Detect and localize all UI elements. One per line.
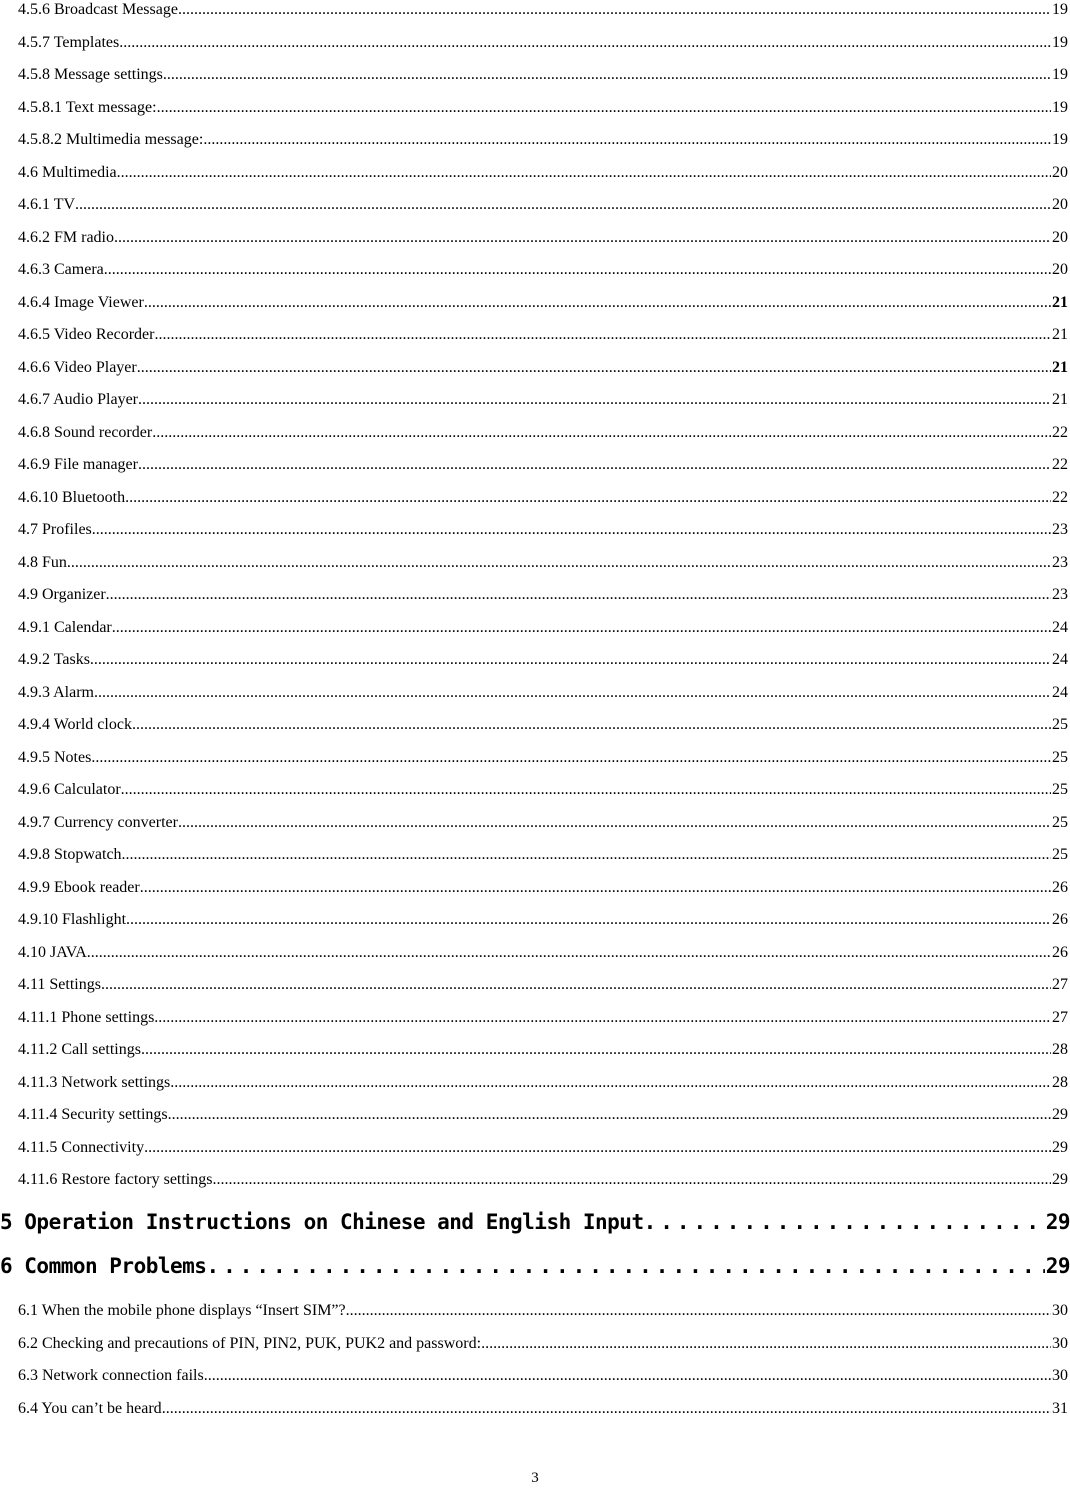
toc-entry-page-number: 25 (1052, 846, 1068, 863)
toc-entry-page-number: 25 (1052, 748, 1068, 766)
toc-entry-label: 4.8 Fun (18, 553, 67, 571)
toc-dot-leader (141, 1039, 1051, 1061)
toc-entry-label: 4.5.7 Templates (18, 33, 120, 51)
toc-dot-leader (94, 682, 1051, 704)
toc-entry-label: 4.11.5 Connectivity (18, 1138, 145, 1156)
toc-entry-page-number: 29 (1052, 1106, 1068, 1123)
toc-entry-label: 4.9.1 Calendar (18, 618, 112, 636)
page-number: 3 (531, 1470, 539, 1486)
toc-dot-leader (126, 909, 1051, 931)
toc-entry-label: 4.11.6 Restore factory settings (18, 1171, 213, 1188)
toc-entry[interactable] (18, 422, 1068, 444)
toc-entry-page-number: 27 (1052, 976, 1068, 993)
toc-entry-page-number: 27 (1052, 1008, 1068, 1026)
toc-dot-leader (119, 32, 1051, 54)
toc-entry-label: 4.9.10 Flashlight (18, 911, 127, 928)
toc-entry[interactable] (18, 162, 1068, 184)
toc-entry-label: 4.9.8 Stopwatch (18, 846, 122, 863)
toc-entry[interactable] (18, 129, 1068, 151)
toc-entry[interactable] (18, 292, 1068, 314)
toc-entry-label: 4.9.5 Notes (18, 748, 92, 766)
toc-entry-label: 4.6.6 Video Player (18, 358, 137, 376)
toc-entry-label: 4.9.4 World clock (18, 716, 132, 733)
toc-entry-page-number: 23 (1052, 553, 1068, 571)
toc-entry-page-number: 19 (1052, 131, 1068, 148)
toc-dot-leader (144, 292, 1051, 314)
toc-entry[interactable] (18, 812, 1068, 834)
toc-entry-label: 4.5.8.1 Text message: (18, 98, 157, 116)
toc-dot-leader (122, 844, 1051, 866)
toc-entry[interactable] (18, 1104, 1068, 1126)
toc-entry-label: 4.9.9 Ebook reader (18, 878, 140, 896)
toc-entry-page-number: 20 (1052, 261, 1068, 278)
toc-dot-leader (140, 877, 1051, 899)
toc-dot-leader (170, 1072, 1051, 1094)
toc-dot-leader (138, 454, 1051, 476)
toc-entry-label: 4.11.4 Security settings (18, 1106, 168, 1123)
toc-entry-page-number: 28 (1052, 1041, 1068, 1058)
toc-entry[interactable] (18, 747, 1068, 769)
toc-entry-label: 5 Operation Instructions on Chinese and English Input (0, 1210, 644, 1234)
toc-entry-page-number: 26 (1052, 911, 1068, 928)
toc-entry-label: 4.5.8.2 Multimedia message: (18, 131, 204, 148)
toc-entry-page-number: 20 (1052, 228, 1068, 246)
toc-dot-leader (144, 1137, 1051, 1159)
toc-dot-leader (87, 942, 1051, 964)
toc-entry-page-number: 19 (1052, 33, 1068, 51)
toc-entry[interactable] (18, 389, 1068, 411)
toc-entry-page-number: 21 (1052, 293, 1068, 311)
toc-entry[interactable] (18, 97, 1068, 119)
toc-dot-leader (137, 357, 1051, 379)
toc-entry-page-number: 21 (1052, 326, 1068, 343)
toc-entry[interactable] (18, 1039, 1068, 1061)
toc-entry-page-number: 29 (1052, 1171, 1068, 1188)
toc-entry-page-number: 26 (1052, 878, 1068, 896)
toc-entry-label: 6.1 When the mobile phone displays “Insert SIM”? (18, 1302, 346, 1319)
toc-dot-leader (117, 162, 1051, 184)
toc-entry-label: 4.9.7 Currency converter (18, 813, 178, 831)
toc-entry-page-number: 24 (1052, 651, 1068, 668)
toc-dot-leader (481, 1333, 1051, 1355)
toc-entry-label: 4.6.1 TV (18, 196, 76, 213)
toc-entry[interactable] (18, 1169, 1068, 1191)
toc-dot-leader (162, 1398, 1051, 1420)
toc-entry-page-number: 29 (1045, 1254, 1070, 1278)
toc-entry-page-number: 24 (1052, 618, 1068, 636)
toc-dot-leader (106, 584, 1051, 606)
toc-entry[interactable] (18, 32, 1068, 54)
toc-dot-leader (206, 1251, 1044, 1281)
toc-entry-page-number: 21 (1052, 358, 1068, 376)
toc-entry-page-number: 26 (1052, 943, 1068, 961)
toc-dot-leader (203, 129, 1051, 151)
toc-entry-page-number: 25 (1052, 781, 1068, 798)
toc-entry[interactable] (18, 1007, 1068, 1029)
toc-entry-label: 4.6.2 FM radio (18, 228, 114, 246)
toc-entry[interactable] (18, 877, 1068, 899)
toc-dot-leader (101, 974, 1051, 996)
toc-entry-label: 4.6.4 Image Viewer (18, 293, 144, 311)
toc-dot-leader (152, 422, 1051, 444)
toc-entry-label: 4.6.3 Camera (18, 261, 104, 278)
toc-entry-label: 4.5.6 Broadcast Message (18, 1, 178, 18)
toc-entry-page-number: 30 (1052, 1367, 1068, 1384)
toc-entry[interactable] (18, 357, 1068, 379)
toc-entry-page-number: 22 (1052, 423, 1068, 441)
toc-entry[interactable] (18, 1137, 1068, 1159)
toc-entry-label: 4.9.6 Calculator (18, 781, 121, 798)
toc-dot-leader (644, 1207, 1045, 1237)
toc-entry[interactable] (18, 584, 1068, 606)
toc-chapter-entry[interactable] (0, 1207, 1070, 1237)
toc-entry-page-number: 19 (1052, 66, 1068, 83)
toc-entry-label: 6 Common Problems (0, 1254, 207, 1278)
toc-entry-label: 4.6.7 Audio Player (18, 391, 138, 408)
toc-entry[interactable] (18, 779, 1068, 801)
toc-entry[interactable] (18, 1333, 1068, 1355)
toc-entry[interactable] (18, 617, 1068, 639)
toc-dot-leader (91, 747, 1051, 769)
toc-entry[interactable] (18, 974, 1068, 996)
toc-entry[interactable] (18, 1300, 1068, 1322)
toc-entry-page-number: 22 (1052, 456, 1068, 473)
toc-chapter-entry[interactable] (0, 1251, 1070, 1281)
toc-entry-page-number: 29 (1045, 1210, 1070, 1234)
toc-entry[interactable] (18, 227, 1068, 249)
toc-entry[interactable] (18, 552, 1068, 574)
toc-entry[interactable] (18, 64, 1068, 86)
toc-entry-page-number: 19 (1052, 98, 1068, 116)
toc-entry-page-number: 19 (1052, 1, 1068, 18)
toc-dot-leader (154, 324, 1051, 346)
toc-entry-label: 4.11.3 Network settings (18, 1073, 171, 1091)
toc-entry[interactable] (18, 942, 1068, 964)
toc-entry[interactable] (18, 194, 1068, 216)
toc-dot-leader (114, 227, 1051, 249)
toc-entry-label: 4.7 Profiles (18, 521, 92, 538)
toc-entry-label: 4.6.9 File manager (18, 456, 138, 473)
toc-dot-leader (212, 1169, 1051, 1191)
toc-entry[interactable] (18, 1365, 1068, 1387)
toc-entry-label: 4.9.3 Alarm (18, 683, 94, 701)
toc-entry[interactable] (18, 454, 1068, 476)
toc-entry[interactable] (18, 487, 1068, 509)
toc-dot-leader (121, 779, 1051, 801)
toc-dot-leader (178, 0, 1051, 21)
toc-entry[interactable] (18, 324, 1068, 346)
toc-entry-label: 6.3 Network connection fails (18, 1367, 204, 1384)
toc-dot-leader (163, 64, 1051, 86)
toc-entry[interactable] (18, 0, 1068, 21)
toc-entry-page-number: 23 (1052, 521, 1068, 538)
toc-entry[interactable] (18, 1398, 1068, 1420)
toc-entry-label: 4.9 Organizer (18, 586, 106, 603)
toc-entry[interactable] (18, 1072, 1068, 1094)
toc-entry-page-number: 25 (1052, 716, 1068, 733)
toc-dot-leader (157, 97, 1051, 119)
toc-entry-label: 4.9.2 Tasks (18, 651, 90, 668)
toc-dot-leader (346, 1300, 1051, 1322)
toc-entry-label: 6.4 You can’t be heard (18, 1399, 162, 1417)
toc-entry-page-number: 30 (1052, 1302, 1068, 1319)
toc-entry-label: 4.6 Multimedia (18, 163, 117, 181)
toc-dot-leader (178, 812, 1051, 834)
toc-entry-page-number: 24 (1052, 683, 1068, 701)
toc-dot-leader (138, 389, 1051, 411)
toc-dot-leader (125, 487, 1051, 509)
toc-entry-label: 4.11 Settings (18, 976, 101, 993)
toc-entry-page-number: 25 (1052, 813, 1068, 831)
toc-entry-label: 4.11.1 Phone settings (18, 1008, 155, 1026)
toc-entry-page-number: 20 (1052, 163, 1068, 181)
toc-entry-label: 4.11.2 Call settings (18, 1041, 141, 1058)
toc-dot-leader (104, 259, 1051, 281)
toc-entry[interactable] (18, 519, 1068, 541)
toc-entry[interactable] (18, 682, 1068, 704)
toc-entry-page-number: 21 (1052, 391, 1068, 408)
toc-entry-page-number: 20 (1052, 196, 1068, 213)
toc-dot-leader (154, 1007, 1051, 1029)
toc-entry[interactable] (18, 844, 1068, 866)
toc-entry-label: 4.5.8 Message settings (18, 66, 163, 83)
toc-entry-page-number: 29 (1052, 1138, 1068, 1156)
toc-dot-leader (204, 1365, 1051, 1387)
toc-entry-label: 4.6.10 Bluetooth (18, 488, 126, 506)
toc-entry[interactable] (18, 259, 1068, 281)
toc-entry-page-number: 31 (1052, 1399, 1068, 1417)
toc-entry[interactable] (18, 649, 1068, 671)
toc-dot-leader (168, 1104, 1051, 1126)
toc-entry-label: 4.10 JAVA (18, 943, 87, 961)
toc-entry-label: 6.2 Checking and precautions of PIN, PIN2, PUK, PUK2 and password: (18, 1334, 482, 1352)
toc-entry-label: 4.6.5 Video Recorder (18, 326, 155, 343)
toc-entry-page-number: 22 (1052, 488, 1068, 506)
toc-entry[interactable] (18, 909, 1068, 931)
toc-entry-page-number: 30 (1052, 1334, 1068, 1352)
toc-dot-leader (92, 519, 1051, 541)
toc-entry-page-number: 23 (1052, 586, 1068, 603)
toc-dot-leader (90, 649, 1051, 671)
toc-dot-leader (67, 552, 1051, 574)
toc-dot-leader (75, 194, 1051, 216)
toc-entry-page-number: 28 (1052, 1073, 1068, 1091)
toc-dot-leader (132, 714, 1051, 736)
toc-dot-leader (112, 617, 1051, 639)
toc-entry[interactable] (18, 714, 1068, 736)
toc-entry-label: 4.6.8 Sound recorder (18, 423, 153, 441)
